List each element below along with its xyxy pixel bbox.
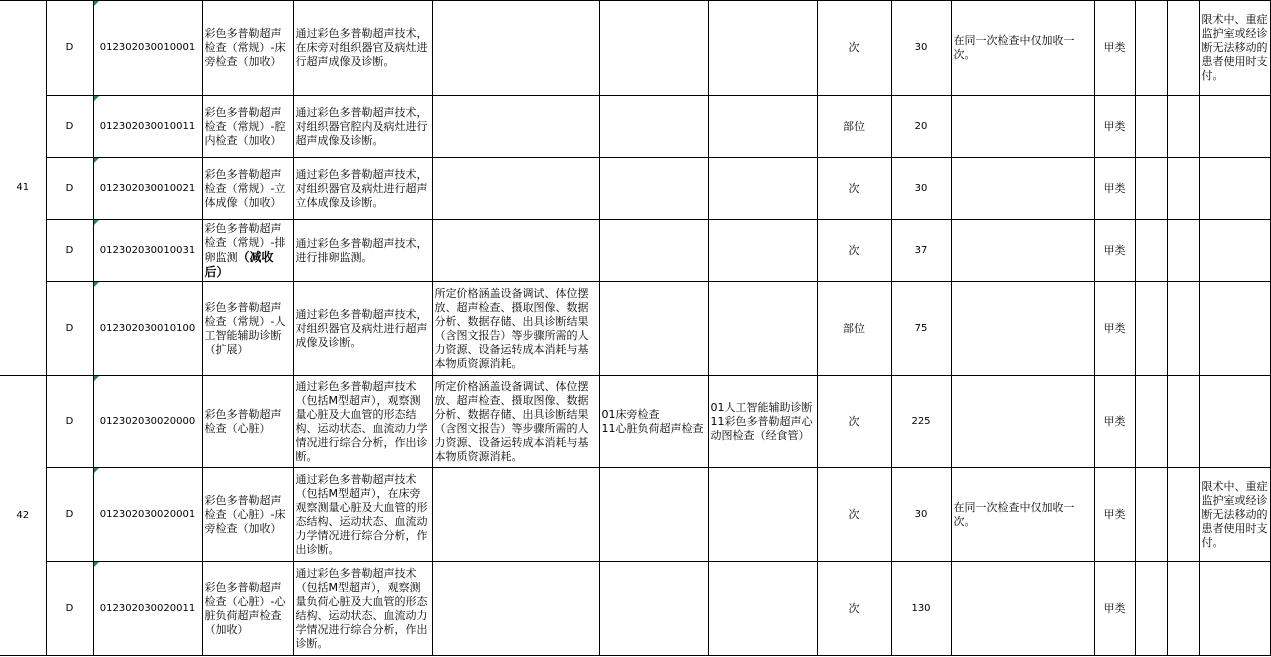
excluded-cell [599, 376, 708, 468]
code-cell-text: 012302030010100 [99, 322, 196, 334]
unit-cell-text: 次 [848, 414, 860, 428]
table-row [0, 468, 1270, 562]
extra-cell [1167, 376, 1199, 468]
excluded-cell [599, 96, 708, 158]
note-cell [951, 562, 1094, 656]
class-cell-text: D [65, 415, 74, 427]
category-cell-text: 甲类 [1103, 321, 1126, 335]
extra-cell [1167, 96, 1199, 158]
limit-cell [1199, 158, 1270, 220]
class-cell [46, 376, 93, 468]
name-cell-text: 彩色多普勒超声检查（常规）-立体成像（加收） [204, 167, 286, 209]
name-cell [202, 376, 293, 468]
cell-marker-icon [94, 282, 99, 287]
code-cell-text: 012302030010011 [99, 120, 196, 132]
unit-cell [817, 468, 891, 562]
note-cell-text: 在同一次检查中仅加收一次。 [953, 500, 1075, 528]
category-cell [1094, 376, 1135, 468]
connotation-cell [293, 562, 432, 656]
category-cell [1094, 282, 1135, 376]
scope-cell [432, 1, 599, 96]
scope-cell [432, 562, 599, 656]
seq-cell: 42 [0, 376, 46, 656]
name-cell [202, 158, 293, 220]
table-row [0, 1, 1270, 96]
connotation-cell [293, 96, 432, 158]
cell-marker-icon [94, 96, 99, 101]
code-cell [93, 468, 202, 562]
note-cell [951, 96, 1094, 158]
category-cell [1094, 158, 1135, 220]
extra-cell [1135, 96, 1167, 158]
unit-cell-text: 部位 [843, 119, 865, 133]
code-cell-text: 012302030010031 [99, 244, 196, 256]
unit-cell [817, 158, 891, 220]
note-cell-text: 在同一次检查中仅加收一次。 [953, 34, 1075, 61]
name-cell [202, 468, 293, 562]
category-cell [1094, 96, 1135, 158]
price-cell-text: 37 [914, 244, 928, 256]
unit-cell [817, 220, 891, 282]
connotation-cell-text: 通过彩色多普勒超声技术，对组织器官及病灶进行超声立体成像及诊断。 [295, 167, 428, 209]
limit-cell [1199, 562, 1270, 656]
extra-cell [1167, 282, 1199, 376]
basic-cell [708, 1, 817, 96]
connotation-cell [293, 282, 432, 376]
scope-cell [432, 282, 599, 376]
extra-cell [1167, 220, 1199, 282]
cell-marker-icon [94, 376, 99, 381]
name-cell [202, 282, 293, 376]
category-cell-text: 甲类 [1103, 414, 1126, 428]
connotation-cell-text: 通过彩色多普勒超声技术，对组织器官及病灶进行超声成像及诊断。 [295, 307, 428, 349]
excluded-cell [599, 562, 708, 656]
name-cell-text: 彩色多普勒超声检查（常规）-腔内检查（加收） [204, 105, 286, 147]
excluded-cell [599, 158, 708, 220]
excluded-cell [599, 220, 708, 282]
limit-cell [1199, 468, 1270, 562]
scope-cell [432, 220, 599, 282]
connotation-cell-text: 通过彩色多普勒超声技术，在床旁对组织器官及病灶进行超声成像及诊断。 [295, 27, 428, 68]
excluded-cell [599, 468, 708, 562]
category-cell [1094, 220, 1135, 282]
name-emphasis-text: （减收后） [204, 249, 274, 279]
scope-cell [432, 376, 599, 468]
name-cell-text: 彩色多普勒超声检查（心脏）-心脏负荷超声检查（加收） [204, 580, 286, 636]
connotation-cell [293, 158, 432, 220]
basic-cell [708, 282, 817, 376]
extra-cell [1167, 1, 1199, 96]
name-cell [202, 1, 293, 96]
class-cell [46, 468, 93, 562]
price-cell-text: 30 [914, 42, 928, 53]
price-cell [891, 1, 951, 96]
name-cell [202, 220, 293, 282]
category-cell-text: 甲类 [1103, 507, 1126, 521]
code-cell-text: 012302030020011 [99, 602, 196, 614]
class-cell [46, 562, 93, 656]
cell-marker-icon [94, 1, 99, 6]
excluded-cell [599, 1, 708, 96]
class-cell-text: D [65, 508, 74, 520]
seq-cell: 41 [0, 1, 46, 376]
extra-cell [1167, 158, 1199, 220]
basic-cell [708, 468, 817, 562]
limit-cell [1199, 220, 1270, 282]
connotation-cell-text: 通过彩色多普勒超声技术（包括M型超声），在床旁观察测量心脏及大血管的形态结构、运动状态、血流动力学情况进行综合分析，作出诊断。 [295, 472, 428, 556]
category-cell [1094, 1, 1135, 96]
cell-marker-icon [94, 468, 99, 473]
class-cell-text: D [65, 120, 74, 132]
table-row [0, 220, 1270, 282]
class-cell-text: D [65, 182, 74, 194]
price-cell-text: 20 [914, 120, 928, 132]
price-cell [891, 158, 951, 220]
scope-cell [432, 96, 599, 158]
unit-cell [817, 96, 891, 158]
class-cell [46, 158, 93, 220]
limit-cell-text: 限术中、重症监护室或经诊断无法移动的患者使用时支付。 [1201, 479, 1268, 549]
basic-cell [708, 96, 817, 158]
name-cell-text: 彩色多普勒超声检查（常规）-床旁检查（加收） [204, 27, 286, 68]
unit-cell-text: 次 [848, 41, 860, 54]
note-cell [951, 220, 1094, 282]
category-cell-text: 甲类 [1103, 41, 1126, 54]
extra-cell [1167, 562, 1199, 656]
connotation-cell [293, 376, 432, 468]
scope-cell-text: 所定价格涵盖设备调试、体位摆放、超声检查、摄取图像、数据分析、数据存储、出具诊断结果（含图文报告）等步骤所需的人力资源、设备运转成本消耗与基本物质资源消耗。 [434, 286, 589, 370]
code-cell-text: 012302030010001 [99, 42, 196, 53]
price-cell-text: 30 [914, 508, 928, 520]
category-cell-text: 甲类 [1103, 181, 1126, 195]
connotation-cell [293, 468, 432, 562]
class-cell [46, 96, 93, 158]
class-cell [46, 282, 93, 376]
class-cell [46, 220, 93, 282]
extra-cell [1135, 376, 1167, 468]
basic-cell [708, 220, 817, 282]
unit-cell [817, 562, 891, 656]
unit-cell [817, 1, 891, 96]
extra-cell [1135, 468, 1167, 562]
unit-cell-text: 次 [848, 243, 860, 257]
price-cell [891, 376, 951, 468]
unit-cell-text: 部位 [843, 321, 865, 335]
limit-cell [1199, 96, 1270, 158]
code-cell [93, 96, 202, 158]
excluded-cell [599, 282, 708, 376]
basic-cell [708, 562, 817, 656]
name-cell-text: 彩色多普勒超声检查（心脏） [204, 407, 282, 435]
connotation-cell [293, 1, 432, 96]
class-cell-text: D [65, 244, 74, 256]
excluded-cell-text: 01床旁检查 11心脏负荷超声检查 [601, 407, 704, 435]
code-cell [93, 562, 202, 656]
price-cell [891, 562, 951, 656]
code-cell [93, 376, 202, 468]
price-cell-text: 130 [911, 602, 931, 614]
basic-cell [708, 158, 817, 220]
extra-cell [1135, 1, 1167, 96]
note-cell [951, 282, 1094, 376]
limit-cell [1199, 282, 1270, 376]
category-cell-text: 甲类 [1103, 119, 1126, 133]
extra-cell [1167, 468, 1199, 562]
price-cell-text: 75 [914, 322, 928, 334]
limit-cell [1199, 376, 1270, 468]
class-cell [46, 1, 93, 96]
price-cell [891, 220, 951, 282]
cell-marker-icon [94, 562, 99, 567]
note-cell [951, 468, 1094, 562]
name-cell [202, 96, 293, 158]
unit-cell [817, 376, 891, 468]
name-cell-text: 彩色多普勒超声检查（心脏）-床旁检查（加收） [204, 493, 286, 535]
connotation-cell-text: 通过彩色多普勒超声技术（包括M型超声），观察测量负荷心脏及大血管的形态结构、运动状态、血流动力学情况进行综合分析，作出诊断。 [295, 566, 428, 650]
scope-cell-text: 所定价格涵盖设备调试、体位摆放、超声检查、摄取图像、数据分析、数据存储、出具诊断结果（含图文报告）等步骤所需的人力资源、设备运转成本消耗与基本物质资源消耗。 [434, 379, 589, 463]
code-cell [93, 1, 202, 96]
basic-cell-text: 01人工智能辅助诊断 11彩色多普勒超声心动图检查（经食管） [710, 400, 813, 442]
scope-cell [432, 468, 599, 562]
class-cell-text: D [65, 42, 74, 53]
scope-cell [432, 158, 599, 220]
extra-cell [1135, 282, 1167, 376]
basic-cell [708, 376, 817, 468]
code-cell-text: 012302030020000 [99, 415, 196, 427]
note-cell [951, 376, 1094, 468]
code-cell [93, 282, 202, 376]
name-cell-text: 彩色多普勒超声检查（常规）-排卵监测 [204, 221, 286, 264]
price-cell-text: 225 [911, 415, 931, 427]
table-row [0, 96, 1270, 158]
category-cell-text: 甲类 [1103, 243, 1126, 257]
table-row [0, 158, 1270, 220]
extra-cell [1135, 562, 1167, 656]
connotation-cell-text: 通过彩色多普勒超声技术，进行排卵监测。 [295, 236, 428, 264]
connotation-cell [293, 220, 432, 282]
limit-cell [1199, 1, 1270, 96]
name-cell-text: 彩色多普勒超声检查（常规）-人工智能辅助诊断（扩展） [204, 300, 286, 356]
price-cell [891, 282, 951, 376]
category-cell-text: 甲类 [1103, 601, 1126, 615]
connotation-cell-text: 通过彩色多普勒超声技术，对组织器官腔内及病灶进行超声成像及诊断。 [295, 105, 428, 147]
note-cell [951, 1, 1094, 96]
note-cell [951, 158, 1094, 220]
unit-cell-text: 次 [848, 507, 860, 521]
code-cell [93, 220, 202, 282]
code-cell [93, 158, 202, 220]
connotation-cell-text: 通过彩色多普勒超声技术（包括M型超声），观察测量心脏及大血管的形态结构、运动状态、血流动力学情况进行综合分析，作出诊断。 [295, 379, 428, 463]
name-cell [202, 562, 293, 656]
table-row [0, 562, 1270, 656]
unit-cell [817, 282, 891, 376]
cell-marker-icon [94, 158, 99, 163]
price-cell-text: 30 [914, 182, 928, 194]
extra-cell [1135, 220, 1167, 282]
limit-cell-text: 限术中、重症监护室或经诊断无法移动的患者使用时支付。 [1201, 13, 1268, 82]
code-cell-text: 012302030020001 [99, 508, 196, 520]
price-cell [891, 468, 951, 562]
code-cell-text: 012302030010021 [99, 182, 196, 194]
extra-cell [1135, 158, 1167, 220]
table-row [0, 282, 1270, 376]
unit-cell-text: 次 [848, 601, 860, 615]
cell-marker-icon [94, 220, 99, 225]
class-cell-text: D [65, 322, 74, 334]
category-cell [1094, 468, 1135, 562]
unit-cell-text: 次 [848, 181, 860, 195]
table-row [0, 376, 1270, 468]
category-cell [1094, 562, 1135, 656]
price-cell [891, 96, 951, 158]
class-cell-text: D [65, 602, 74, 614]
